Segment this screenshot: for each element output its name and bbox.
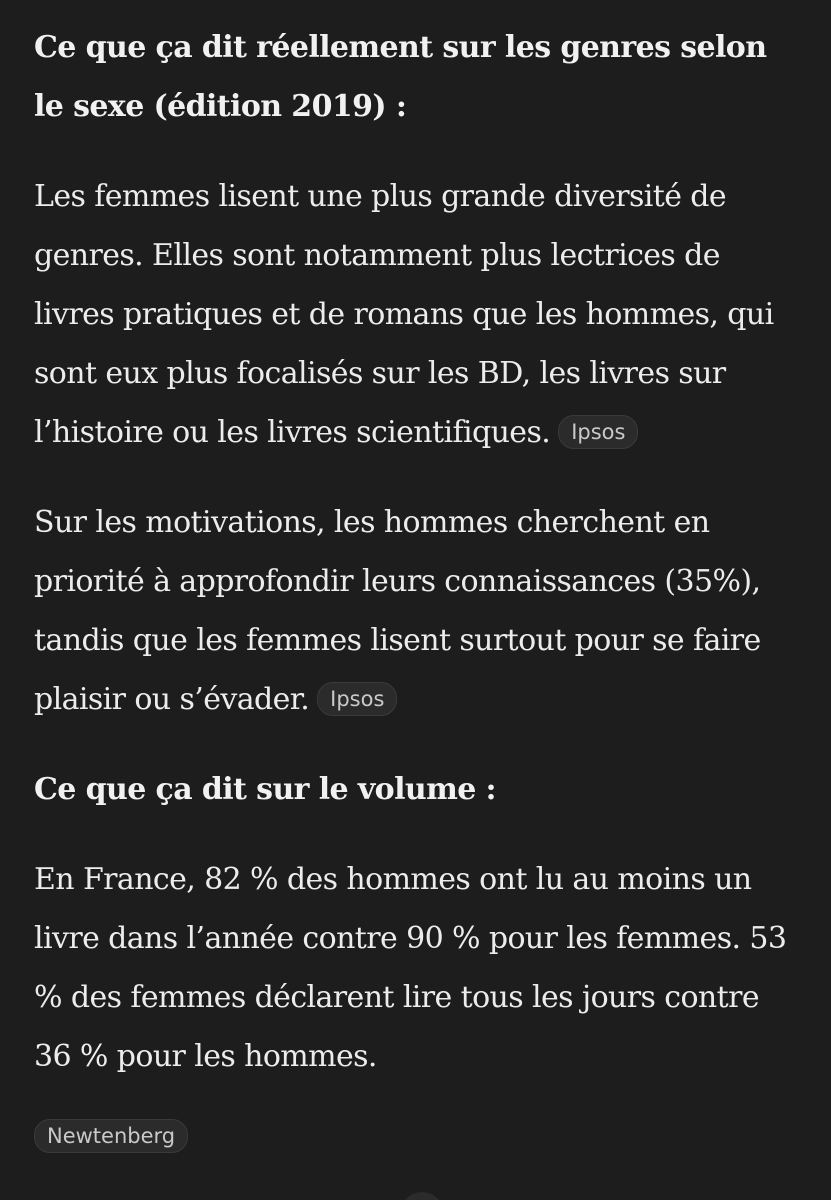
source-chip-ipsos-1[interactable]: Ipsos: [558, 415, 638, 449]
genres-paragraph-2: [34, 493, 795, 729]
genres-paragraph-1: [34, 167, 795, 462]
genres-heading: Ce que ça dit réellement sur les genres selon le sexe (édition 2019) :: [34, 30, 767, 124]
genres-paragraph-1-text: Les femmes lisent une plus grande diversité de genres. Elles sont notamment plus lectrices de livres pratiques et de romans que les hommes, qui sont eux plus focalisés sur les BD, les livres sur l’histoire ou les livres scientifiques.: [34, 179, 774, 450]
volume-paragraph: En France, 82 % des hommes ont lu au moins un livre dans l’année contre 90 % pour les femmes. 53 % des femmes déclarent lire tous les jours contre 36 % pour les hommes.: [34, 862, 787, 1074]
source-chip-newtenberg[interactable]: Newtenberg: [34, 1119, 188, 1153]
genres-paragraph-2-text: Sur les motivations, les hommes cherchent en priorité à approfondir leurs connaissances (35%), tandis que les femmes lisent surtout pour se faire plaisir ou s’évader.: [34, 505, 761, 717]
volume-heading: Ce que ça dit sur le volume :: [34, 772, 497, 807]
scroll-indicator: [400, 1192, 444, 1200]
volume-source-row: [34, 1107, 795, 1166]
source-chip-ipsos-2[interactable]: Ipsos: [317, 682, 397, 716]
